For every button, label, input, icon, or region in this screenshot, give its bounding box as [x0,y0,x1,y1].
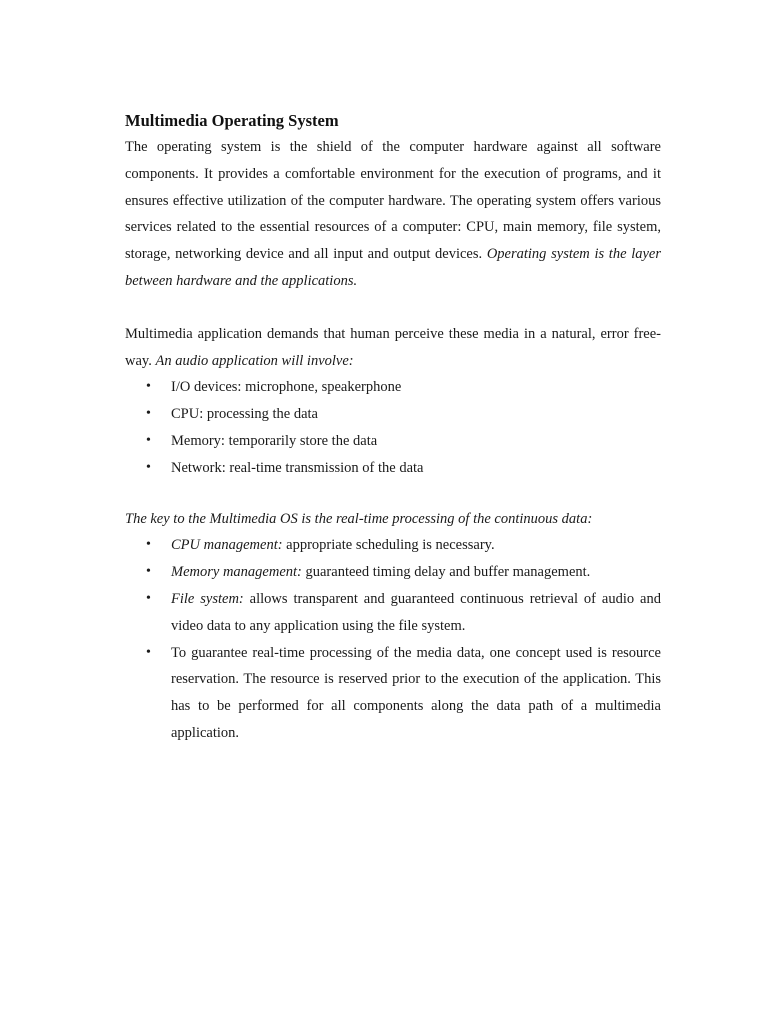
document-page [125,108,661,747]
audio-paragraph [125,321,661,375]
list-item-text: allows transparent and guaranteed continuous retrieval of audio and video data to any application using the file system. [171,590,661,634]
list-item [125,586,661,640]
audio-text: Multimedia application demands that human perceive these media in a natural, error free-way. [125,325,661,369]
list-item [125,374,661,401]
list-item [125,532,661,559]
list-item [125,455,661,482]
list-item-text: To guarantee real-time processing of the media data, one concept used is resource reservation. The resource is reserved prior to the execution of the application. This has to be performed for all components along the data path of a multimedia application. [171,644,661,741]
list-item-text: Network: real-time transmission of the data [171,459,424,476]
list-item [125,559,661,586]
bullet-icon: • [146,590,151,606]
intro-text: The operating system is the shield of the computer hardware against all software components. It provides a comfortable environment for the execution of programs, and it ensures effective utilization of the computer hardware. The operating system offers various services related to the essential resources of a computer: CPU, main memory, file system, storage, networking device and all input and output devices. [125,139,661,263]
intro-italic-text: Operating system is the layer between hardware and the applications. [125,246,661,289]
list-item-text: I/O devices: microphone, speakerphone [171,379,402,396]
list-item [125,640,661,747]
bullet-icon: • [146,644,151,660]
bullet-icon: • [146,432,151,448]
audio-italic-text: An audio application will involve: [155,352,354,369]
list-item-text: CPU: processing the data [171,406,318,423]
list-item-italic-label: Memory management: [171,564,302,581]
list-item [125,401,661,428]
bullet-icon: • [146,564,151,580]
document-title: Multimedia Operating System [125,111,339,130]
list-item-text: Memory: temporarily store the data [171,432,378,449]
bullet-icon: • [146,406,151,422]
key-bullet-list [125,532,661,746]
bullet-icon: • [146,459,151,475]
intro-paragraph [125,134,661,295]
bullet-icon: • [146,379,151,395]
key-section-heading: The key to the Multimedia OS is the real-time processing of the continuous data: [125,510,593,527]
list-item-text: appropriate scheduling is necessary. [282,537,495,554]
list-item [125,428,661,455]
list-item-italic-label: CPU management: [171,537,283,554]
list-item-text: guaranteed timing delay and buffer management. [301,564,591,581]
bullet-icon: • [146,537,151,553]
audio-bullet-list [125,374,661,481]
list-item-italic-label: File system: [171,590,244,607]
